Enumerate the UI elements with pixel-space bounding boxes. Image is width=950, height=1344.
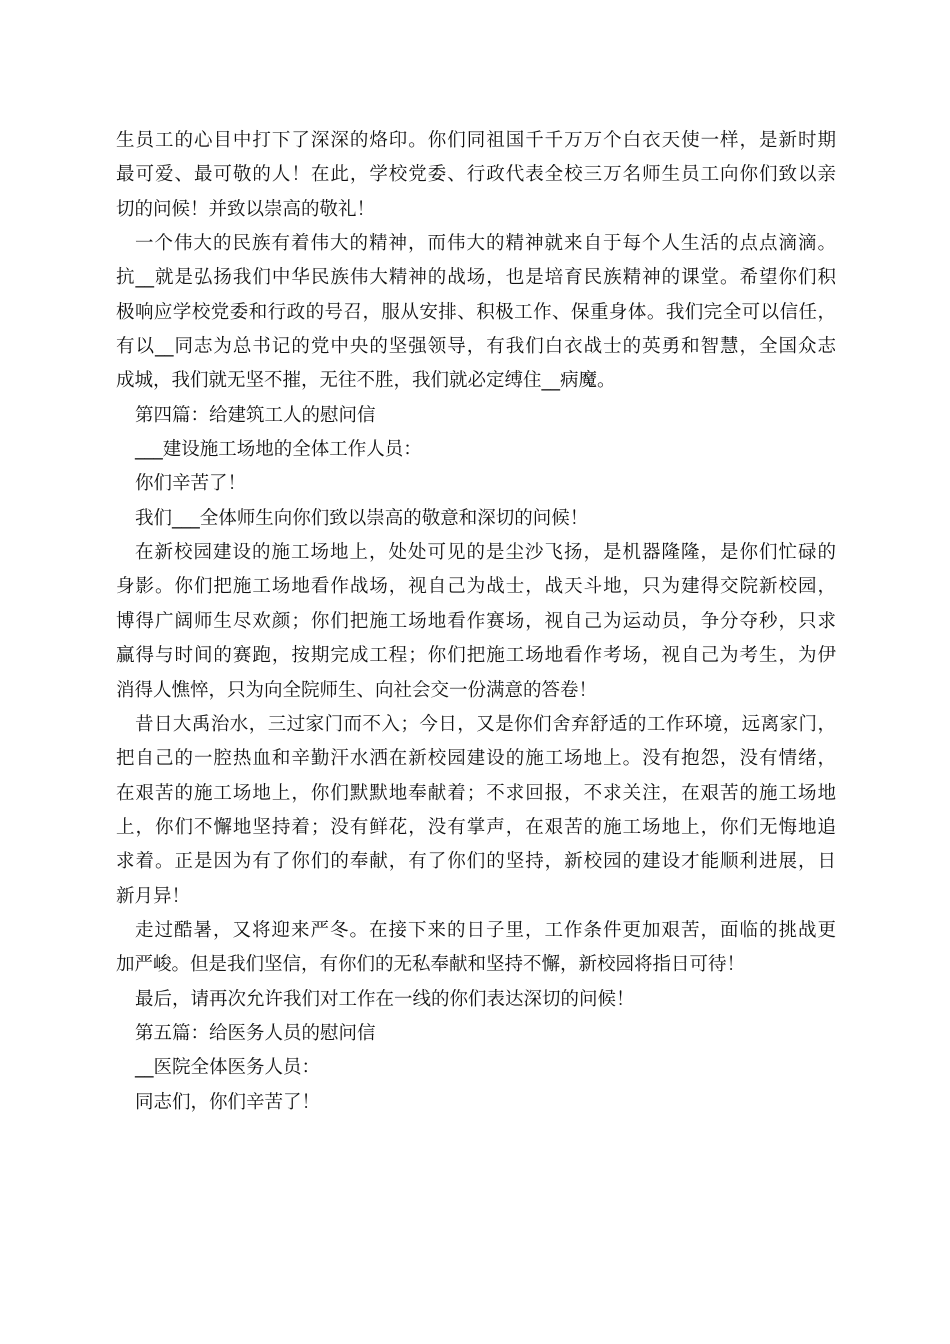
text-line: 最后，请再次允许我们对工作在一线的你们表达深切的问候！ (135, 988, 635, 1010)
text-line: 在艰苦的施工场地上，你们默默地奉献着；不求回报，不求关注，在艰苦的施工场地 (116, 782, 836, 804)
text-line: 新月异！ (116, 885, 191, 907)
text-line: 我们___全体师生向你们致以崇高的敬意和深切的问候！ (135, 507, 589, 529)
text-line: 消得人憔悴，只为向全院师生、向社会交一份满意的答卷！ (116, 679, 598, 701)
text-line: 第四篇：给建筑工人的慰问信 (135, 404, 376, 426)
text-line: 身影。你们把施工场地看作战场，视自己为战士，战天斗地，只为建得交院新校园， (116, 576, 836, 598)
text-line: 加严峻。但是我们坚信，有你们的无私奉献和坚持不懈，新校园将指日可待！ (116, 954, 746, 976)
text-line: 成城，我们就无坚不摧，无往不胜，我们就必定缚住__病魔。 (116, 370, 616, 392)
text-line: 有以__同志为总书记的党中央的坚强领导，有我们白衣战士的英勇和智慧，全国众志 (116, 336, 836, 358)
text-line: 抗__就是弘扬我们中华民族伟大精神的战场，也是培育民族精神的课堂。希望你们积 (116, 267, 836, 289)
text-line: 第五篇：给医务人员的慰问信 (135, 1022, 376, 1044)
text-line: 上，你们不懈地坚持着；没有鲜花，没有掌声，在艰苦的施工场地上，你们无悔地追 (116, 816, 836, 838)
text-line: 你们辛苦了！ (135, 473, 247, 495)
text-line: 赢得与时间的赛跑，按期完成工程；你们把施工场地看作考场，视自己为考生，为伊 (116, 645, 836, 667)
text-line: ___建设施工场地的全体工作人员： (135, 439, 422, 461)
text-line: 昔日大禹治水，三过家门而不入；今日，又是你们舍弃舒适的工作环境，远离家门， (135, 713, 836, 735)
text-line: 把自己的一腔热血和辛勤汗水洒在新校园建设的施工场地上。没有抱怨，没有情绪， (116, 748, 836, 770)
text-line: 走过酷暑，又将迎来严冬。在接下来的日子里，工作条件更加艰苦，面临的挑战更 (135, 919, 836, 941)
text-line: 生员工的心目中打下了深深的烙印。你们同祖国千千万万个白衣天使一样，是新时期 (116, 130, 836, 151)
text-line: __医院全体医务人员： (135, 1057, 321, 1079)
text-line: 切的问候！并致以崇高的敬礼！ (116, 198, 376, 220)
text-line: 博得广阔师生尽欢颜；你们把施工场地看作赛场，视自己为运动员，争分夺秒，只求 (116, 610, 836, 632)
text-line: 求着。正是因为有了你们的奉献，有了你们的坚持，新校园的建设才能顺利进展，日 (116, 851, 836, 873)
text-line: 最可爱、最可敬的人！在此，学校党委、行政代表全校三万名师生员工向你们致以亲 (116, 164, 836, 186)
letter-body (116, 124, 836, 1120)
text-line: 极响应学校党委和行政的号召，服从安排、积极工作、保重身体。我们完全可以信任， (116, 301, 836, 323)
text-line: 同志们，你们辛苦了！ (135, 1091, 321, 1113)
text-line: 在新校园建设的施工场地上，处处可见的是尘沙飞扬，是机器隆隆，是你们忙碌的 (135, 542, 836, 564)
text-line: 一个伟大的民族有着伟大的精神，而伟大的精神就来自于每个人生活的点点滴滴。 (135, 233, 836, 255)
